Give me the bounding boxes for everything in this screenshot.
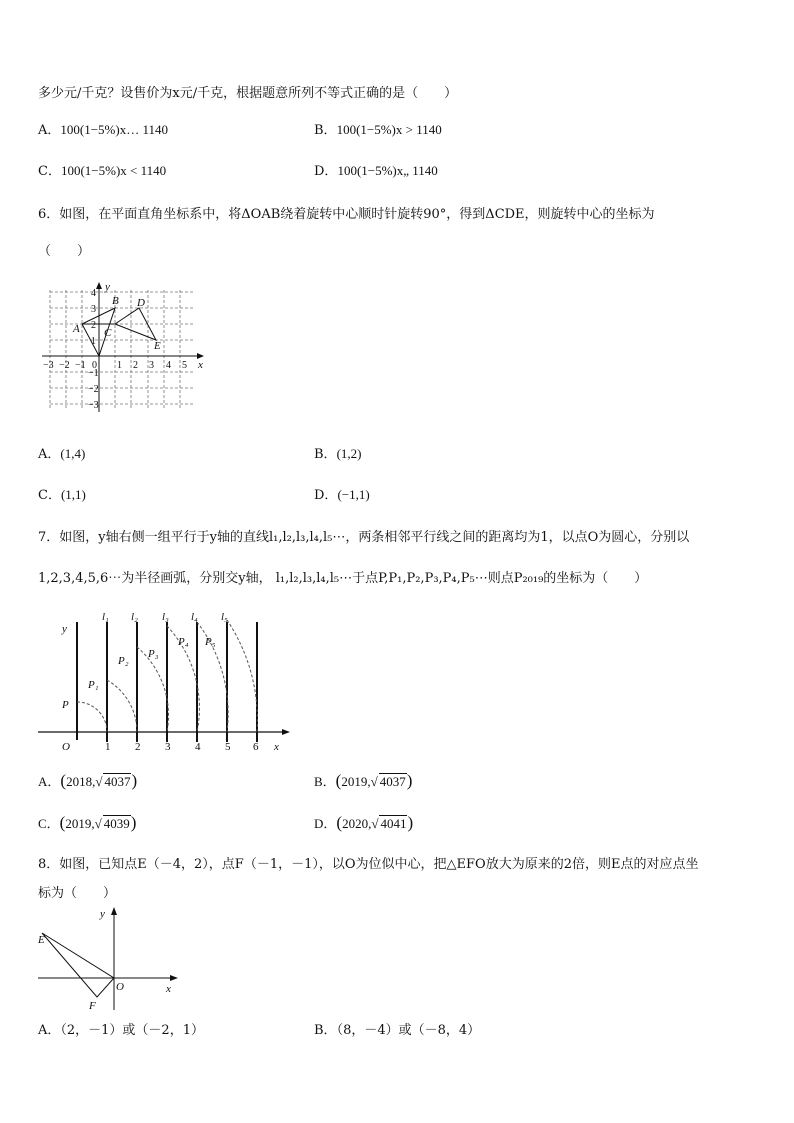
q7-option-a: A．(2018,√ 4037) — [38, 771, 138, 790]
q6-option-c: C．(1,1) — [38, 487, 86, 503]
q6-stem-line2: （ ） — [38, 244, 91, 259]
q6-x-label: x — [198, 359, 203, 371]
q6-ytick: −2 — [88, 384, 99, 395]
q5-option-a: A．100(1−5%)x… 1140 — [38, 122, 168, 138]
q7-arc-1 — [77, 702, 107, 732]
q6-label-b: B — [112, 295, 119, 307]
q6-xtick: 5 — [182, 360, 187, 371]
q6-xtick: −2 — [59, 360, 70, 371]
q7-xtick: 5 — [225, 741, 231, 753]
q6-label-e: E — [154, 340, 161, 352]
q6-ytick: 2 — [91, 320, 96, 331]
q7-label-l5: l₅ — [221, 611, 228, 623]
q7-xtick: 2 — [135, 741, 141, 753]
q6-option-d: D．(−1,1) — [314, 487, 370, 503]
q7-x-label: x — [274, 741, 279, 753]
q7-xtick: 6 — [253, 741, 259, 753]
q7-arc-6 — [227, 620, 257, 732]
q8-option-a: A．（2，－1）或（－2，1） — [38, 1023, 204, 1038]
q7-xtick: 3 — [165, 741, 171, 753]
q6-ytick: −3 — [88, 400, 99, 411]
q7-label-p4: P₄ — [178, 636, 189, 648]
q8-figure — [34, 905, 184, 1015]
q8-option-b: B．（8，－4）或（－8，4） — [314, 1023, 481, 1038]
q7-label-p5: P₅ — [205, 636, 216, 648]
q8-x-label: x — [166, 983, 171, 995]
q6-xtick: 1 — [117, 360, 122, 371]
q5-stem: 多少元/千克？设售价为x元/千克，根据题意所列不等式正确的是（ ） — [38, 86, 458, 101]
q6-xtick: −3 — [43, 360, 54, 371]
q7-stem-line2: 1,2,3,4,5,6⋯为半径画弧，分别交y轴， l₁,l₂,l₃,l₄,l₅⋯于点P,P₁,P₂,P₃,P₄,P₅⋯则点P₂₀₁₉的坐标为（ ） — [38, 571, 648, 586]
q7-arc-2 — [107, 680, 137, 732]
q7-xtick: 4 — [195, 741, 201, 753]
q6-xtick: 2 — [133, 360, 138, 371]
q7-label-p2: P₂ — [118, 655, 129, 667]
q6-ytick: 1 — [91, 336, 96, 347]
q6-ytick: 3 — [91, 304, 96, 315]
q6-label-a: A — [73, 323, 80, 335]
q7-label-l2: l₂ — [131, 611, 138, 623]
q8-stem-line1: 8．如图，已知点E（－4，2），点F（－1，－1），以O为位似中心，把△EFO放大为原来的2倍，则E点的对应点坐 — [38, 857, 699, 872]
q7-xtick: 1 — [105, 741, 111, 753]
q8-stem-line2: 标为（ ） — [38, 886, 117, 901]
q6-figure — [38, 282, 210, 414]
q6-option-b: B．(1,2) — [314, 446, 362, 462]
q7-label-p: P — [62, 699, 69, 711]
q5-option-c: C．100(1−5%)x < 1140 — [38, 163, 167, 179]
q7-option-d: D．(2020,√ 4041) — [314, 813, 414, 832]
q5-option-d: D．100(1−5%)x„ 1140 — [314, 163, 438, 179]
q6-ytick: 4 — [91, 288, 96, 299]
q5-option-b: B．100(1−5%)x > 1140 — [314, 122, 442, 138]
q7-tick-o: O — [62, 741, 70, 753]
q6-label-d: D — [137, 297, 145, 309]
q6-ytick: −1 — [88, 368, 99, 379]
q6-y-label: y — [105, 282, 110, 293]
q8-label-e: E — [38, 934, 45, 946]
q6-xtick: −1 — [75, 360, 86, 371]
q6-xtick: 3 — [149, 360, 154, 371]
q6-option-a: A．(1,4) — [38, 446, 86, 462]
q8-label-f: F — [89, 1000, 96, 1012]
q7-option-b: B．(2019,√ 4037) — [314, 771, 413, 790]
q7-label-l3: l₃ — [162, 611, 169, 623]
q6-label-c: C — [104, 327, 112, 339]
q6-xtick: 0 — [92, 360, 97, 371]
q7-figure — [38, 600, 298, 758]
q8-triangle-efo — [42, 933, 114, 997]
q8-y-label: y — [100, 908, 105, 920]
q8-label-o: O — [116, 981, 124, 993]
q7-label-l1: l₁ — [102, 611, 109, 623]
q6-xtick: 4 — [166, 360, 171, 371]
q7-label-p3: P₃ — [148, 648, 159, 660]
q7-y-label: y — [62, 623, 67, 635]
q7-label-l4: l₄ — [191, 611, 198, 623]
q6-stem-line1: 6．如图，在平面直角坐标系中，将ΔOAB绕着旋转中心顺时针旋转90°，得到ΔCDE，则旋转中心的坐标为 — [38, 207, 655, 222]
q7-stem-line1: 7．如图，y轴右侧一组平行于y轴的直线l₁,l₂,l₃,l₄,l₅⋯，两条相邻平行线之间的距离均为1，以点O为圆心，分别以 — [38, 530, 690, 545]
q7-option-c: C．(2019,√ 4039) — [38, 813, 137, 832]
q7-label-p1: P₁ — [88, 679, 99, 691]
